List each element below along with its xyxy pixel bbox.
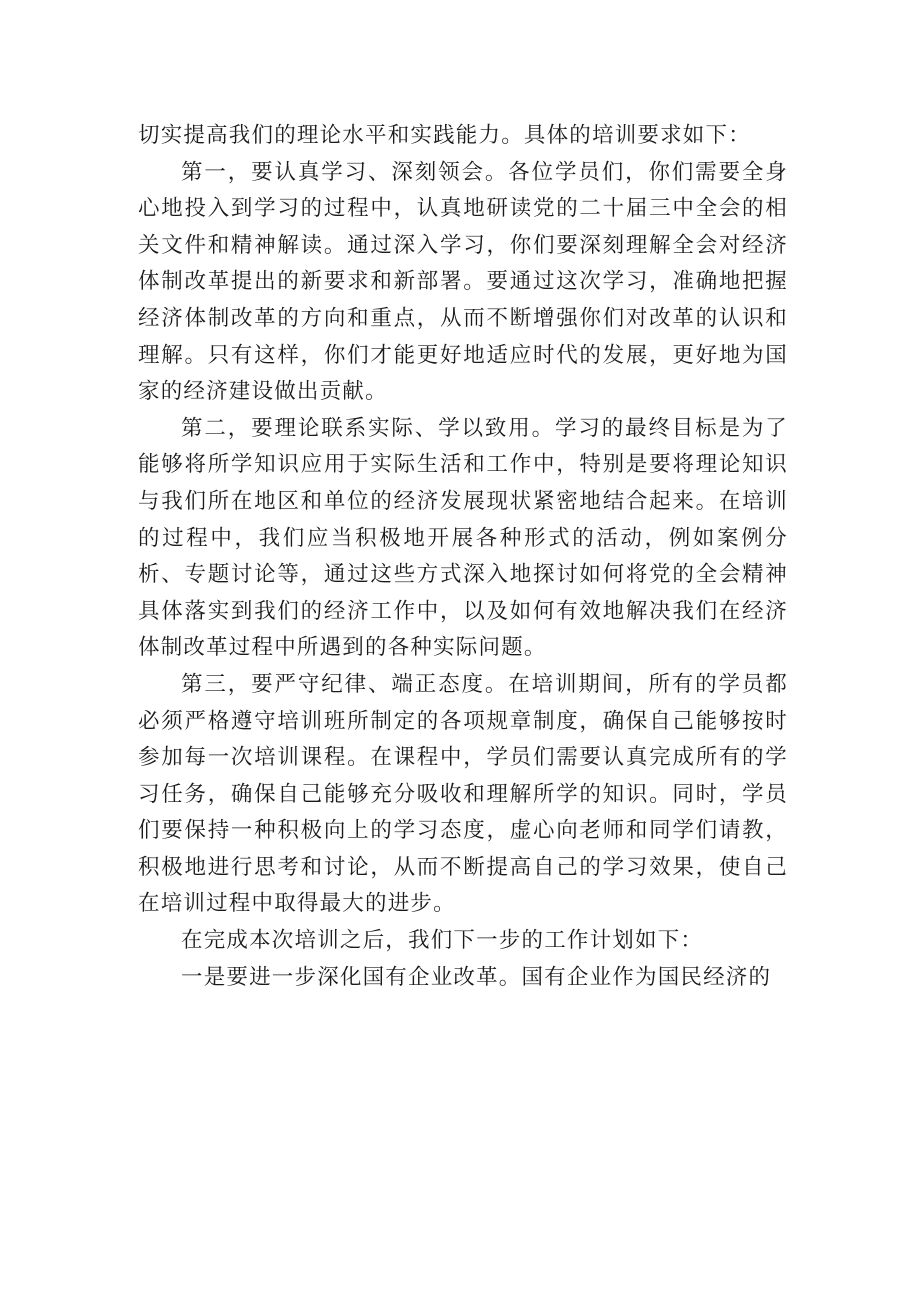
body-text: [138, 118, 788, 996]
paragraph-requirement-1: 第一，要认真学习、深刻领会。各位学员们，你们需要全身心地投入到学习的过程中，认真地研读党的二十届三中全会的相关文件和精神解读。通过深入学习，你们要深刻理解全会对经济体制改革提出的新要求和新部署。要通过这次学习，准确地把握经济体制改革的方向和重点，从而不断增强你们对改革的认识和理解。只有这样，你们才能更好地适应时代的发展，更好地为国家的经济建设做出贡献。: [138, 159, 788, 405]
paragraph-requirement-3: 第三，要严守纪律、端正态度。在培训期间，所有的学员都必须严格遵守培训班所制定的各项规章制度，确保自己能够按时参加每一次培训课程。在课程中，学员们需要认真完成所有的学习任务，确保自己能够充分吸收和理解所学的知识。同时，学员们要保持一种积极向上的学习态度，虚心向老师和同学们请教，积极地进行思考和讨论，从而不断提高自己的学习效果，使自己在培训过程中取得最大的进步。: [138, 671, 788, 917]
paragraph-next-plan-intro: 在完成本次培训之后，我们下一步的工作计划如下：: [181, 928, 704, 954]
paragraph-continuation: 切实提高我们的理论水平和实践能力。具体的培训要求如下：: [138, 123, 751, 148]
paragraph-requirement-2: 第二，要理论联系实际、学以致用。学习的最终目标是为了能够将所学知识应用于实际生活和工作中，特别是要将理论知识与我们所在地区和单位的经济发展现状紧密地结合起来。在培训的过程中，我们应当积极地开展各种形式的活动，例如案例分析、专题讨论等，通过这些方式深入地探讨如何将党的全会精神具体落实到我们的经济工作中，以及如何有效地解决我们在经济体制改革过程中所遇到的各种实际问题。: [138, 415, 788, 661]
paragraph-plan-item-1: 一是要进一步深化国有企业改革。国有企业作为国民经济的: [181, 964, 772, 990]
